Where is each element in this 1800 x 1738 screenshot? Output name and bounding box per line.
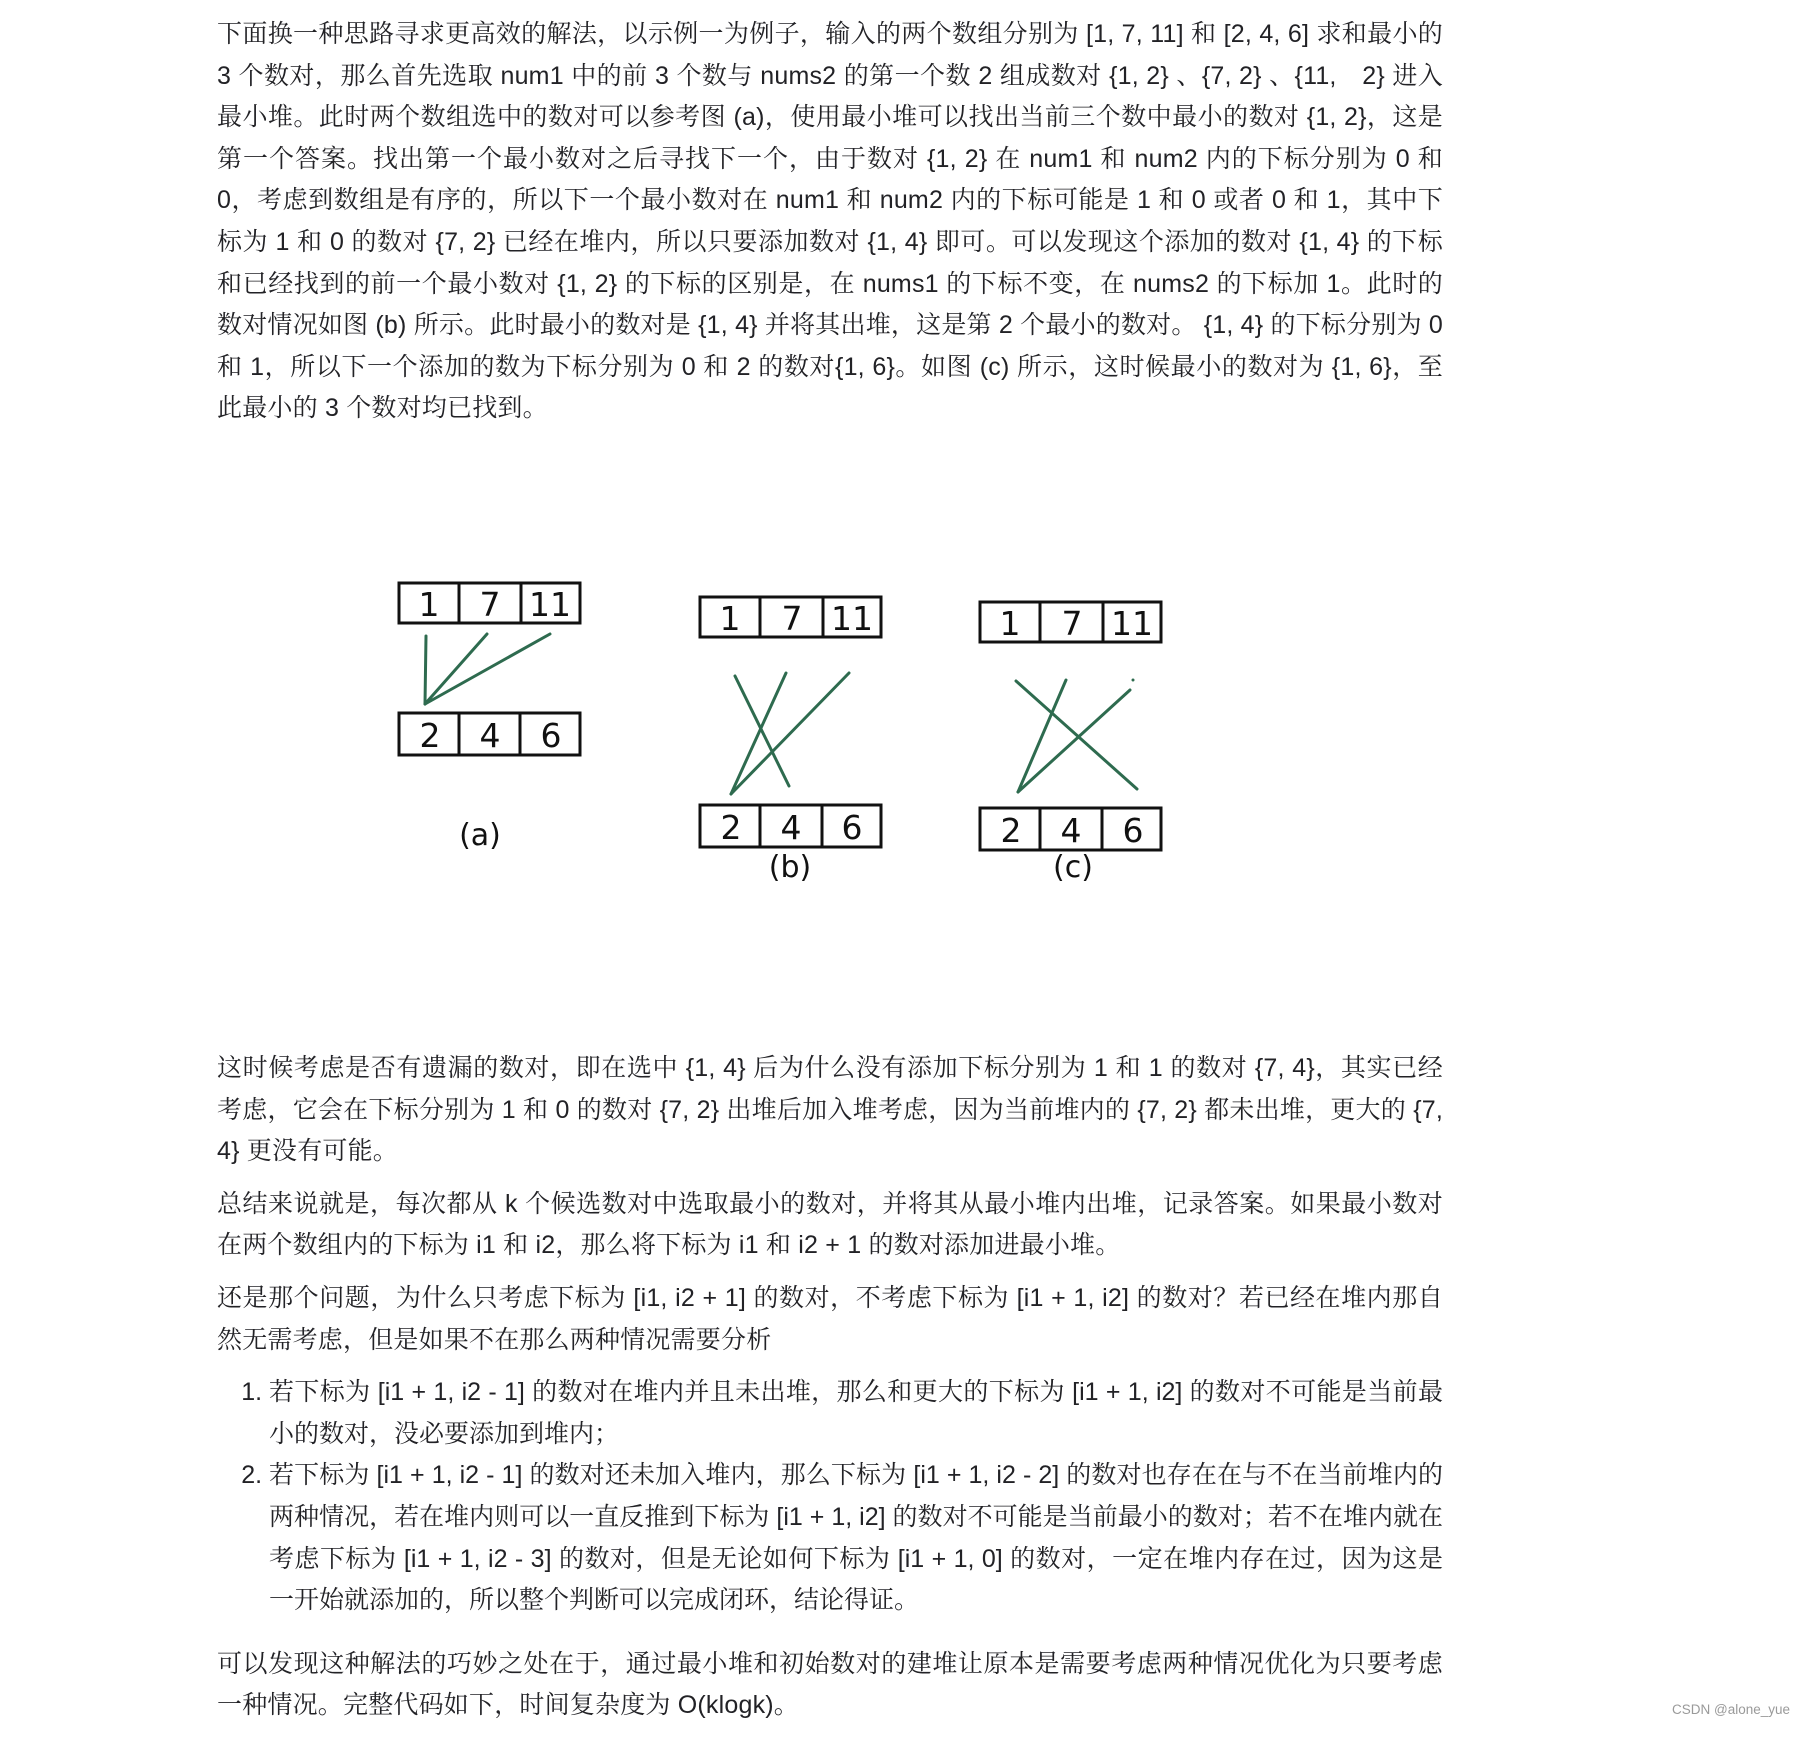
nums1-cell: 1 xyxy=(999,604,1021,643)
panel-caption: (b) xyxy=(768,850,812,885)
nums1-cell: 7 xyxy=(781,599,803,638)
panel-caption: (c) xyxy=(1053,850,1093,885)
pair-lines xyxy=(731,673,849,794)
pair-lines xyxy=(1016,679,1137,793)
nums2-cell: 6 xyxy=(841,808,863,847)
summary-paragraph: 总结来说就是，每次都从 k 个候选数对中选取最小的数对，并将其从最小堆内出堆，记录答案。如果最小数对在两个数组内的下标为 i1 和 i2，那么将下标为 i1 和 i2 + 1 的数对添加进最小堆。 xyxy=(217,1189,1443,1260)
nums2-cell: 4 xyxy=(479,716,501,755)
nums2-array xyxy=(980,808,1161,850)
case-item: 2. 若下标为 [i1 + 1, i2 - 1] 的数对还未加入堆内，那么下标为 [i1 + 1, i2 - 2] 的数对也存在在与不在当前堆内的两种情况，若在堆内则可以一直反推到下标为 [i1 + 1, i2] 的数对不可能是当前最小的数对；若不在堆内就在考虑下标为 [i1 + 1, i2 - 3] 的数对，但是无论如何下标为 [i1 + 1, 0] 的数对，一定在堆内存在过，因为这是一开始就添加的，所以整个判断可以完成闭环，结论得证。 xyxy=(269,1455,1443,1621)
panel-c xyxy=(980,602,1161,885)
panel-b xyxy=(700,597,881,885)
nums2-cell: 2 xyxy=(419,716,441,755)
nums2-cell: 6 xyxy=(1122,811,1144,850)
nums1-cell: 1 xyxy=(418,585,440,624)
nums1-cell: 11 xyxy=(831,599,873,638)
missing-pairs-paragraph: 这时候考虑是否有遗漏的数对，即在选中 {1, 4} 后为什么没有添加下标分别为 1 和 1 的数对 {7, 4}，其实已经考虑，它会在下标分别为 1 和 0 的数对 {7, 2} 出堆后加入堆考虑，因为当前堆内的 {7, 2} 都未出堆，更大的 {7, 4} 更没有可能。 xyxy=(217,1054,1443,1166)
panel-caption: (a) xyxy=(459,818,501,853)
pair-lines xyxy=(425,634,550,704)
nums2-cell: 4 xyxy=(1060,811,1082,850)
nums2-cell: 6 xyxy=(540,716,562,755)
csdn-watermark: CSDN @alone_yue xyxy=(1671,1702,1790,1717)
question-paragraph: 还是那个问题，为什么只考虑下标为 [i1, i2 + 1] 的数对，不考虑下标为 [i1 + 1, i2] 的数对？若已经在堆内那自然无需考虑，但是如果不在那么两种情况需要分析 xyxy=(217,1283,1443,1354)
panel-a xyxy=(399,583,580,853)
nums1-cell: 7 xyxy=(1061,604,1083,643)
article-continuation xyxy=(217,1048,1443,1727)
case-list xyxy=(217,1372,1443,1622)
nums1-cell: 7 xyxy=(479,585,501,624)
nums1-cell: 11 xyxy=(529,585,571,624)
nums2-array xyxy=(700,805,881,847)
case-item: 1. 若下标为 [i1 + 1, i2 - 1] 的数对在堆内并且未出堆，那么和更大的下标为 [i1 + 1, i2] 的数对不可能是当前最小的数对，没必要添加到堆内； xyxy=(269,1372,1443,1455)
nums2-cell: 2 xyxy=(1000,811,1022,850)
intro-paragraph: 下面换一种思路寻求更高效的解法，以示例一为例子，输入的两个数组分别为 [1, 7, 11] 和 [2, 4, 6] 求和最小的 3 个数对，那么首先选取 num1 中的前 3 个数与 nums2 的第一个数 2 组成数对 {1, 2} 、{7, 2} 、{11, 2} 进入最小堆。此时两个数组选中的数对可以参考图 (a)，使用最小堆可以找出当前三个数中最小的数对 {1, 2}，这是第一个答案。找出第一个最小数对之后寻找下一个，由于数对 {1, 2} 在 num1 和 num2 内的下标分别为 0 和 0，考虑到数组是有序的，所以下一个最小数对在 num1 和 num2 内的下标可能是 1 和 0 或者 0 和 1，其中下标为 1 和 0 的数对 {7, 2} 已经在堆内，所以只要添加数对 {1, 4} 即可。可以发现这个添加的数对 {1, 4} 的下标和已经找到的前一个最小数对 {1, 2} 的下标的区别是，在 nums1 的下标不变，在 nums2 的下标加 1。此时的数对情况如图 (b) 所示。此时最小的数对是 {1, 4} 并将其出堆，这是第 2 个最小的数对。 {1, 4} 的下标分别为 0 和 1，所以下一个添加的数为下标分别为 0 和 2 的数对{1, 6}。如图 (c) 所示，这时候最小的数对为 {1, 6}，至此最小的 3 个数对均已找到。 xyxy=(217,20,1443,423)
nums1-array xyxy=(700,597,881,638)
conclusion-paragraph: 可以发现这种解法的巧妙之处在于，通过最小堆和初始数对的建堆让原本是需要考虑两种情况优化为只要考虑一种情况。完整代码如下，时间复杂度为 O(klogk)。 xyxy=(217,1649,1443,1720)
nums1-cell: 1 xyxy=(719,599,741,638)
nums2-cell: 2 xyxy=(720,808,742,847)
nums2-array xyxy=(399,713,580,755)
nums1-array xyxy=(399,583,580,624)
nums1-array xyxy=(980,602,1161,643)
nums1-cell: 11 xyxy=(1111,604,1153,643)
nums2-cell: 4 xyxy=(780,808,802,847)
